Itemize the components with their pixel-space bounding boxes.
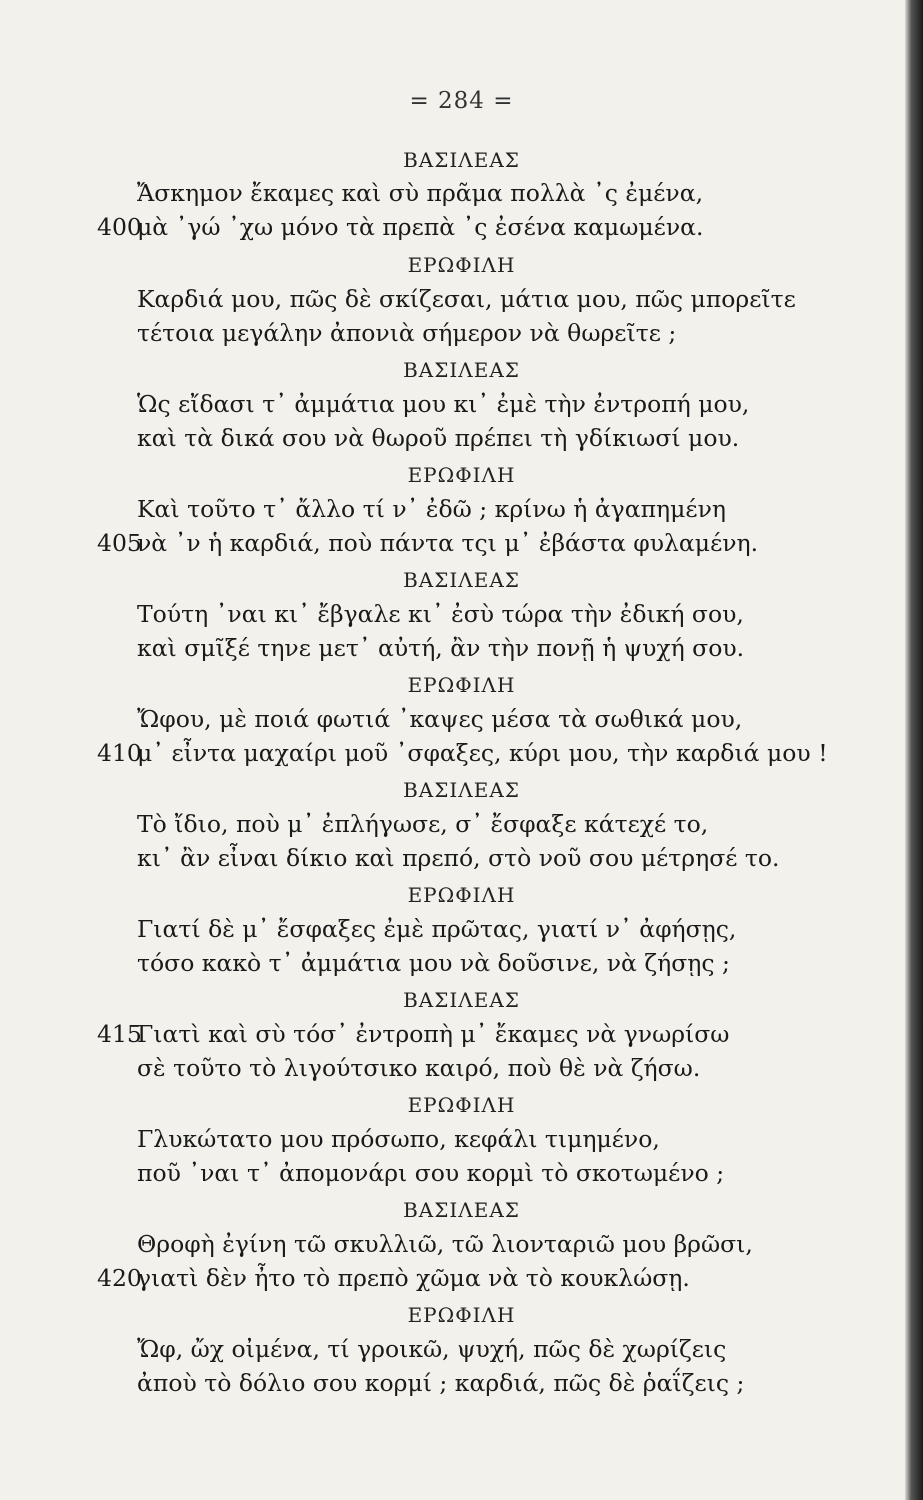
- verse-line: τέτοια μεγάλην ἀπονιὰ σήμερον νὰ θωρεῖτε ;: [137, 319, 677, 347]
- verse-line: καὶ σμῖξέ τηνε μετ᾿ αὐτή, ἂν τὴν πονῇ ἡ ψυχή σου.: [137, 634, 745, 662]
- line-number: 410: [97, 739, 142, 767]
- speaker-label: ΒΑΣΙΛΕΑΣ: [403, 148, 520, 172]
- verse-line: Ὤφου, μὲ ποιά φωτιά ᾿καψες μέσα τὰ σωθικά μου,: [137, 705, 743, 733]
- speaker-label: ΕΡΩΦΙΛΗ: [407, 1093, 516, 1117]
- verse-line: σὲ τοῦτο τὸ λιγούτσικο καιρό, ποὺ θὲ νὰ ζήσω.: [137, 1054, 701, 1082]
- line-number: 400: [97, 213, 142, 241]
- verse-line: μ᾿ εἶντα μαχαίρι μοῦ ᾿σφαξες, κύρι μου, τὴν καρδιά μου !: [137, 739, 828, 767]
- verse-line: Τὸ ἴδιο, ποὺ μ᾿ ἐπλήγωσε, σ᾿ ἔσφαξε κάτεχέ το,: [137, 810, 709, 838]
- verse-line: Ἄσκημον ἔκαμες καὶ σὺ πρᾶμα πολλὰ ᾿ς ἐμένα,: [137, 179, 704, 207]
- line-number: 420: [97, 1264, 142, 1292]
- speaker-label: ΕΡΩΦΙΛΗ: [407, 673, 516, 697]
- verse-line: γιατὶ δὲν ἦτο τὸ πρεπὸ χῶμα νὰ τὸ κουκλώσῃ.: [137, 1264, 690, 1292]
- verse-line: Θροφὴ ἐγίνη τῶ σκυλλιῶ, τῶ λιονταριῶ μου βρῶσι,: [137, 1230, 753, 1258]
- speaker-label: ΕΡΩΦΙΛΗ: [407, 253, 516, 277]
- verse-line: ποῦ ᾿ναι τ᾿ ἀπομονάρι σου κορμὶ τὸ σκοτωμένο ;: [137, 1159, 725, 1187]
- page-edge-shadow: [905, 0, 923, 1500]
- verse-line: Καρδιά μου, πῶς δὲ σκίζεσαι, μάτια μου, πῶς μπορεῖτε: [137, 285, 796, 313]
- verse-line: Γιατὶ καὶ σὺ τόσ᾿ ἐντροπὴ μ᾿ ἔκαμες νὰ γνωρίσω: [137, 1020, 730, 1048]
- speaker-label: ΒΑΣΙΛΕΑΣ: [403, 568, 520, 592]
- verse-line: καὶ τὰ δικά σου νὰ θωροῦ πρέπει τὴ γδίκιωσί μου.: [137, 424, 740, 452]
- speaker-label: ΕΡΩΦΙΛΗ: [407, 883, 516, 907]
- line-number: 405: [97, 529, 142, 557]
- verse-line: Τούτη ᾿ναι κι᾿ ἔβγαλε κι᾿ ἐσὺ τώρα τὴν ἐδική σου,: [137, 600, 744, 628]
- speaker-label: ΕΡΩΦΙΛΗ: [407, 463, 516, 487]
- verse-line: Καὶ τοῦτο τ᾿ ἄλλο τί ν᾿ ἐδῶ ; κρίνω ἡ ἀγαπημένη: [137, 495, 726, 523]
- verse-line: Γιατί δὲ μ᾿ ἔσφαξες ἐμὲ πρῶτας, γιατί ν᾿ ἀφήσῃς,: [137, 915, 737, 943]
- verse-line: Ὤφ, ὤχ οἰμένα, τί γροικῶ, ψυχή, πῶς δὲ χωρίζεις: [137, 1335, 727, 1363]
- verse-line: κι᾿ ἂν εἶναι δίκιο καὶ πρεπό, στὸ νοῦ σου μέτρησέ το.: [137, 844, 780, 872]
- page-number: = 284 =: [409, 88, 514, 114]
- verse-line: ἀποὺ τὸ δόλιο σου κορμί ; καρδιά, πῶς δὲ ῥαΐζεις ;: [137, 1369, 745, 1397]
- verse-line: μὰ ᾿γώ ᾿χω μόνο τὰ πρεπὰ ᾿ς ἐσένα καμωμένα.: [137, 213, 704, 241]
- verse-line: Γλυκώτατο μου πρόσωπο, κεφάλι τιμημένο,: [137, 1125, 660, 1153]
- speaker-label: ΒΑΣΙΛΕΑΣ: [403, 1198, 520, 1222]
- speaker-label: ΕΡΩΦΙΛΗ: [407, 1303, 516, 1327]
- verse-line: τόσο κακὸ τ᾿ ἀμμάτια μου νὰ δοῦσινε, νὰ ζήσῃς ;: [137, 949, 730, 977]
- line-number: 415: [97, 1020, 142, 1048]
- speaker-label: ΒΑΣΙΛΕΑΣ: [403, 988, 520, 1012]
- speaker-label: ΒΑΣΙΛΕΑΣ: [403, 778, 520, 802]
- verse-line: Ὡς εἴδασι τ᾿ ἀμμάτια μου κι᾿ ἐμὲ τὴν ἐντροπή μου,: [137, 390, 750, 418]
- speaker-label: ΒΑΣΙΛΕΑΣ: [403, 358, 520, 382]
- verse-line: νὰ ᾿ν ἡ καρδιά, ποὺ πάντα τςι μ᾿ ἐβάστα φυλαμένη.: [137, 529, 759, 557]
